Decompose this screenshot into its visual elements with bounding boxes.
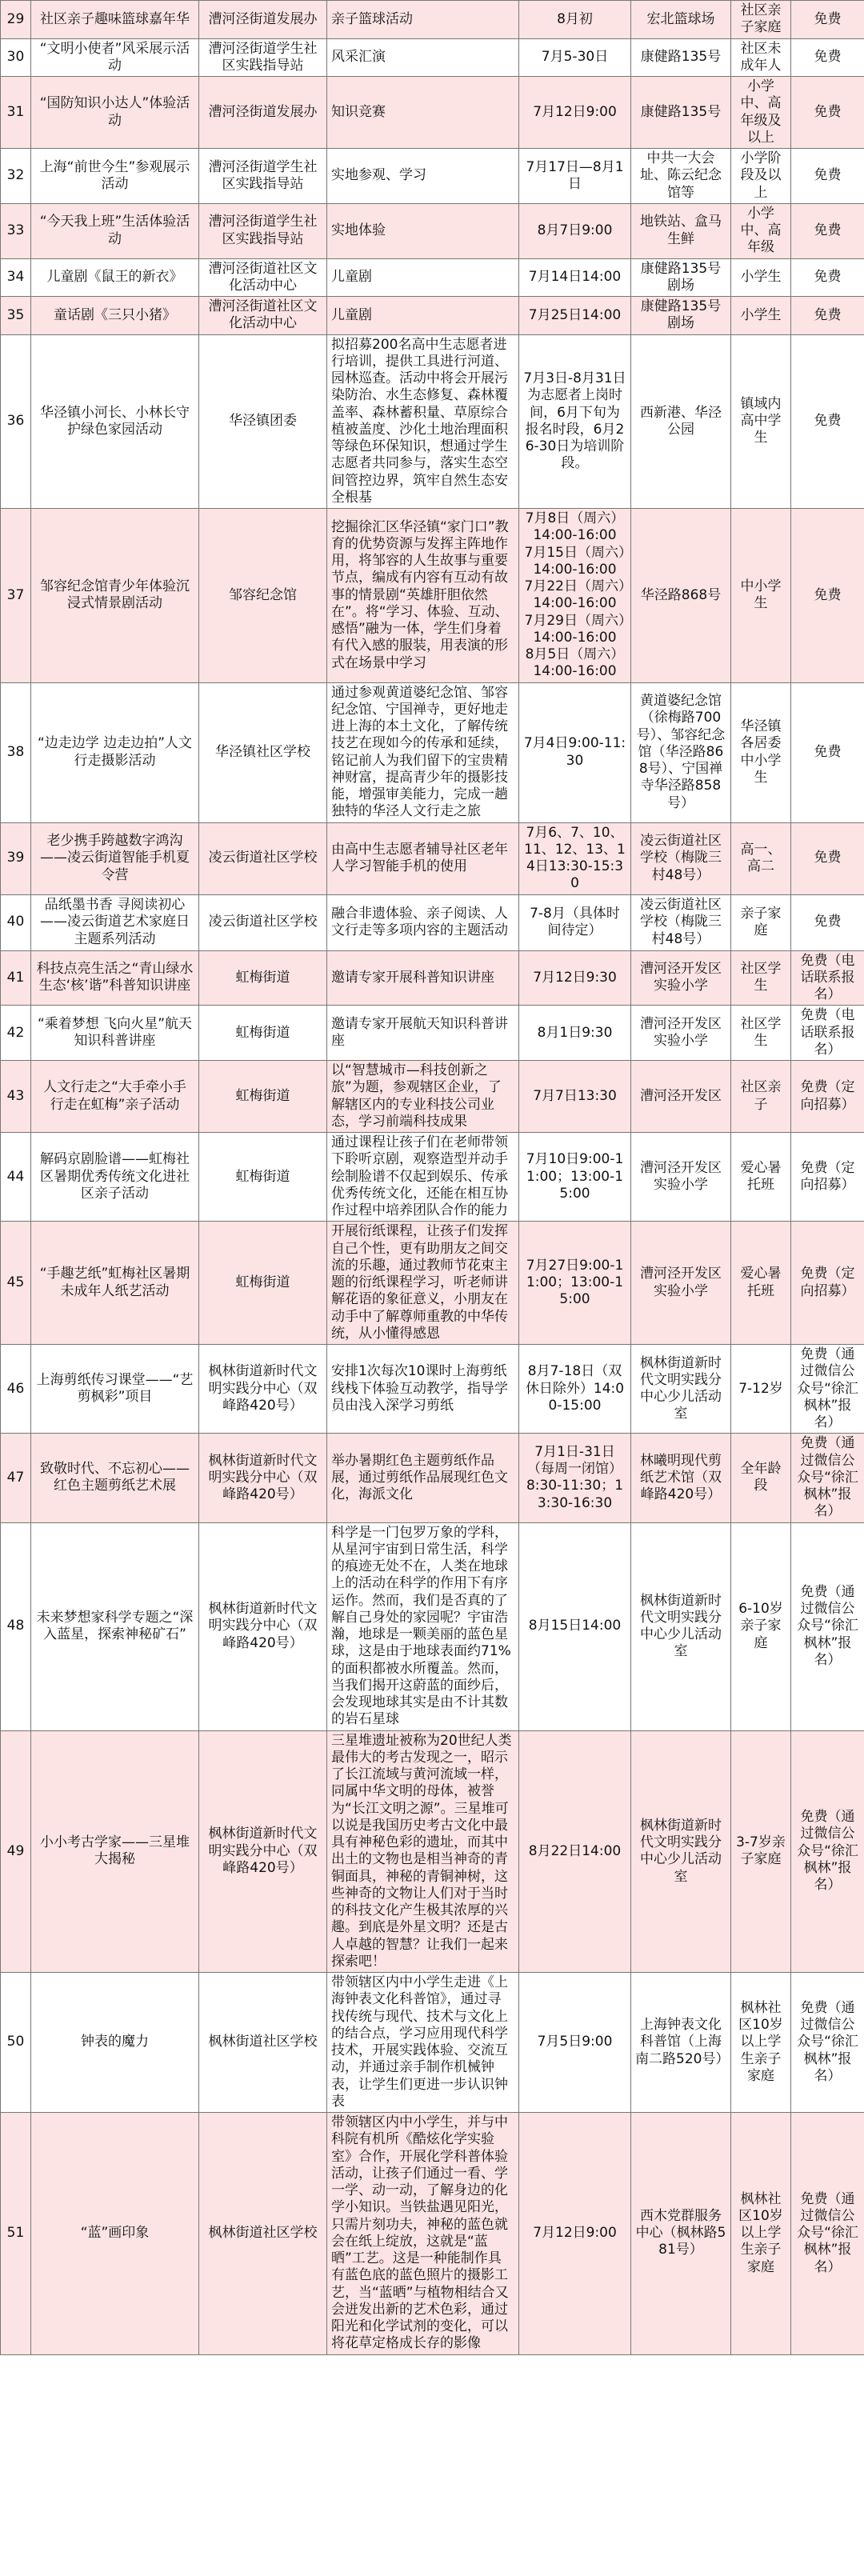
- table-row: [1, 258, 864, 297]
- activity-time-cell: 8月初: [519, 1, 631, 39]
- activity-name-cell: “文明小使者”风采展示活动: [31, 38, 199, 77]
- activity-content-cell: 知识竞赛: [327, 77, 519, 149]
- activity-name-cell: 儿童剧《鼠王的新衣》: [31, 258, 199, 297]
- activity-place-cell: 地铁站、盒马生鲜: [631, 203, 731, 258]
- organizer-cell: 漕河泾街道学生社区实践指导站: [199, 38, 327, 77]
- organizer-cell: 凌云街道社区学校: [199, 822, 327, 894]
- activity-time-cell: 8月7日9:00: [519, 203, 631, 258]
- row-number-cell: 48: [1, 1522, 31, 1730]
- activity-place-cell: 康健路135号剧场: [631, 297, 731, 335]
- row-number-cell: 51: [1, 2113, 31, 2355]
- activity-name-cell: 上海“前世今生”参观展示活动: [31, 149, 199, 204]
- activity-content-cell: 儿童剧: [327, 258, 519, 297]
- activity-content-cell: 通过课程让孩子们在老师带领下聆听京剧，观察造型并动手绘制脸谱不仅起到娱乐、传承优秀传统文化，还能在相互协作过程中培养团队合作的能力: [327, 1133, 519, 1222]
- table-row: [1, 1522, 864, 1730]
- organizer-cell: 虹梅街道: [199, 1133, 327, 1222]
- activity-place-cell: 凌云街道社区学校（梅陇三村48号）: [631, 894, 731, 950]
- table-row: [1, 1434, 864, 1522]
- organizer-cell: 枫林街道新时代文明实践分中心（双峰路420号）: [199, 1730, 327, 1973]
- organizer-cell: 华泾镇团委: [199, 334, 327, 509]
- activity-content-cell: 风采汇演: [327, 38, 519, 77]
- row-number-cell: 39: [1, 822, 31, 894]
- activity-time-cell: 7月14日14:00: [519, 258, 631, 297]
- row-number-cell: 37: [1, 509, 31, 683]
- activity-content-cell: 通过参观黄道婆纪念馆、邹容纪念馆、宁国禅寺，更好地走进上海的本土文化，了解传统技艺在现如今的传承和延续，铭记前人为我们留下的宝贵精神财富，提高青少年的摄影技能，增强审美能力，完成一趟独特的华泾人文行走之旅: [327, 682, 519, 822]
- organizer-cell: 虹梅街道: [199, 950, 327, 1006]
- activity-place-cell: 中共一大会址、陈云纪念馆等: [631, 149, 731, 204]
- table-row: [1, 1061, 864, 1133]
- row-number-cell: 31: [1, 77, 31, 149]
- fee-cell: 免费（通过微信公众号“徐汇枫林”报名）: [791, 1522, 864, 1730]
- activity-content-cell: 儿童剧: [327, 297, 519, 335]
- organizer-cell: 漕河泾街道发展办: [199, 77, 327, 149]
- organizer-cell: 漕河泾街道学生社区实践指导站: [199, 149, 327, 204]
- activity-time-cell: 7月3日-8月31日为志愿者上岗时间，6月下旬为报名时段，6月26-30日为培训阶段。: [519, 334, 631, 509]
- target-audience-cell: 镇域内高中学生: [731, 334, 791, 509]
- activity-name-cell: 小小考古学家——三星堆大揭秘: [31, 1730, 199, 1973]
- activity-place-cell: 西新港、华泾公园: [631, 334, 731, 509]
- fee-cell: 免费: [791, 509, 864, 683]
- table-row: [1, 950, 864, 1006]
- activity-place-cell: 漕河泾开发区实验小学: [631, 1006, 731, 1061]
- activity-time-cell: 7月12日9:00: [519, 77, 631, 149]
- fee-cell: 免费: [791, 258, 864, 297]
- activity-name-cell: 社区亲子趣味篮球嘉年华: [31, 1, 199, 39]
- activity-content-cell: 邀请专家开展科普知识讲座: [327, 950, 519, 1006]
- activity-name-cell: “乘着梦想 飞向火星”航天知识科普讲座: [31, 1006, 199, 1061]
- activity-place-cell: 漕河泾开发区实验小学: [631, 1222, 731, 1345]
- fee-cell: 免费: [791, 822, 864, 894]
- target-audience-cell: 爱心暑托班: [731, 1133, 791, 1222]
- activity-content-cell: 亲子篮球活动: [327, 1, 519, 39]
- activity-time-cell: 7月5-30日: [519, 38, 631, 77]
- activity-content-cell: 融合非遗体验、亲子阅读、人文行走等多项内容的主题活动: [327, 894, 519, 950]
- fee-cell: 免费（通过微信公众号“徐汇枫林”报名）: [791, 1730, 864, 1973]
- target-audience-cell: 6-10岁亲子家庭: [731, 1522, 791, 1730]
- activity-place-cell: 漕河泾开发区实验小学: [631, 950, 731, 1006]
- fee-cell: 免费（电话联系报名）: [791, 1006, 864, 1061]
- activity-name-cell: 邹容纪念馆青少年体验沉浸式情景剧活动: [31, 509, 199, 683]
- row-number-cell: 38: [1, 682, 31, 822]
- row-number-cell: 41: [1, 950, 31, 1006]
- fee-cell: 免费（电话联系报名）: [791, 950, 864, 1006]
- activity-place-cell: 康健路135号: [631, 77, 731, 149]
- table-row: [1, 1, 864, 39]
- organizer-cell: 漕河泾街道发展办: [199, 1, 327, 39]
- organizer-cell: 枫林街道新时代文明实践分中心（双峰路420号）: [199, 1345, 327, 1434]
- activity-time-cell: 7月27日9:00-11:00；13:00-15:00: [519, 1222, 631, 1345]
- table-row: [1, 334, 864, 509]
- activity-time-cell: 7月8日（周六）14:00-16:00 7月15日（周六）14:00-16:00 7月22日（周六）14:00-16:00 7月29日（周六）14:00-16:00 8月5日（周六）14:00-16:00: [519, 509, 631, 683]
- target-audience-cell: 社区亲子: [731, 1061, 791, 1133]
- activity-name-cell: 上海剪纸传习课堂——“艺剪枫彩”项目: [31, 1345, 199, 1434]
- organizer-cell: 漕河泾街道学生社区实践指导站: [199, 203, 327, 258]
- row-number-cell: 33: [1, 203, 31, 258]
- fee-cell: 免费: [791, 297, 864, 335]
- fee-cell: 免费（定向招募）: [791, 1061, 864, 1133]
- activity-name-cell: “手趣艺纸”虹梅社区暑期未成年人纸艺活动: [31, 1222, 199, 1345]
- table-row: [1, 1006, 864, 1061]
- activity-name-cell: 华泾镇小河长、小林长守护绿色家园活动: [31, 334, 199, 509]
- activity-name-cell: 钟表的魔力: [31, 1973, 199, 2113]
- target-audience-cell: 中小学生: [731, 509, 791, 683]
- row-number-cell: 35: [1, 297, 31, 335]
- target-audience-cell: 3-7岁亲子家庭: [731, 1730, 791, 1973]
- activity-content-cell: 以“智慧城市—科技创新之旅”为题，参观辖区企业，了解辖区内的专业科技公司业态，学习前端科技成果: [327, 1061, 519, 1133]
- activity-place-cell: 凌云街道社区学校（梅陇三村48号）: [631, 822, 731, 894]
- activity-time-cell: 7月12日9:30: [519, 950, 631, 1006]
- row-number-cell: 34: [1, 258, 31, 297]
- target-audience-cell: 小学阶段及以上: [731, 149, 791, 204]
- table-row: [1, 822, 864, 894]
- fee-cell: 免费: [791, 894, 864, 950]
- table-row: [1, 682, 864, 822]
- activity-content-cell: 拟招募200名高中生志愿者进行培训，提供工具进行河道、园林巡查。活动中将会开展污染防治、水生态修复、森林覆盖率、森林蓄积量、草原综合植被盖度、沙化土地治理面积等绿色环保知识，想通过学生志愿者共同参与，落实生态空间管控边界，筑牢自然生态安全根基: [327, 334, 519, 509]
- activity-place-cell: 黄道婆纪念馆（徐梅路700号）、邹容纪念馆（华泾路868号）、宁国禅寺华泾路858号）: [631, 682, 731, 822]
- table-row: [1, 38, 864, 77]
- row-number-cell: 30: [1, 38, 31, 77]
- target-audience-cell: 高一、高二: [731, 822, 791, 894]
- activity-name-cell: 致敬时代、不忘初心——红色主题剪纸艺术展: [31, 1434, 199, 1522]
- activity-place-cell: 枫林街道新时代文明实践分中心少儿活动室: [631, 1345, 731, 1434]
- row-number-cell: 29: [1, 1, 31, 39]
- activity-place-cell: 漕河泾开发区实验小学: [631, 1133, 731, 1222]
- organizer-cell: 枫林街道新时代文明实践分中心（双峰路420号）: [199, 1434, 327, 1522]
- organizer-cell: 漕河泾街道社区文化活动中心: [199, 258, 327, 297]
- activity-time-cell: 7月10日9:00-11:00；13:00-15:00: [519, 1133, 631, 1222]
- fee-cell: 免费（定向招募）: [791, 1133, 864, 1222]
- target-audience-cell: 社区亲子家庭: [731, 1, 791, 39]
- target-audience-cell: 亲子家庭: [731, 894, 791, 950]
- activity-name-cell: 童话剧《三只小猪》: [31, 297, 199, 335]
- activity-name-cell: “今天我上班”生活体验活动: [31, 203, 199, 258]
- row-number-cell: 45: [1, 1222, 31, 1345]
- activity-place-cell: 康健路135号: [631, 38, 731, 77]
- activity-place-cell: 华泾路868号: [631, 509, 731, 683]
- table-row: [1, 1222, 864, 1345]
- table-row: [1, 1345, 864, 1434]
- activity-time-cell: 7月6、7、10、11、12、13、14日13:30-15:30: [519, 822, 631, 894]
- row-number-cell: 47: [1, 1434, 31, 1522]
- target-audience-cell: 7-12岁: [731, 1345, 791, 1434]
- fee-cell: 免费: [791, 77, 864, 149]
- organizer-cell: 枫林街道社区学校: [199, 2113, 327, 2355]
- row-number-cell: 32: [1, 149, 31, 204]
- fee-cell: 免费（通过微信公众号“徐汇枫林”报名）: [791, 2113, 864, 2355]
- row-number-cell: 49: [1, 1730, 31, 1973]
- activity-content-cell: 实地参观、学习: [327, 149, 519, 204]
- activity-name-cell: 未来梦想家科学专题之“深入蓝星，探索神秘矿石”: [31, 1522, 199, 1730]
- fee-cell: 免费: [791, 149, 864, 204]
- activity-name-cell: “国防知识小达人”体验活动: [31, 77, 199, 149]
- activity-time-cell: 8月1日9:30: [519, 1006, 631, 1061]
- table-row: [1, 77, 864, 149]
- activity-name-cell: “蓝”画印象: [31, 2113, 199, 2355]
- activity-content-cell: 由高中生志愿者辅导社区老年人学习智能手机的使用: [327, 822, 519, 894]
- table-row: [1, 1133, 864, 1222]
- activity-time-cell: 7月5日9:00: [519, 1973, 631, 2113]
- activity-time-cell: 7月1日-31日（每周一闭馆）8:30-11:30；13:30-16:30: [519, 1434, 631, 1522]
- target-audience-cell: 枫林社区10岁以上学生亲子家庭: [731, 2113, 791, 2355]
- target-audience-cell: 小学中、高年级: [731, 203, 791, 258]
- activity-name-cell: 解码京剧脸谱——虹梅社区暑期优秀传统文化进社区亲子活动: [31, 1133, 199, 1222]
- target-audience-cell: 社区未成年人: [731, 38, 791, 77]
- activity-place-cell: 林曦明现代剪纸艺术馆（双峰路420号）: [631, 1434, 731, 1522]
- organizer-cell: 虹梅街道: [199, 1222, 327, 1345]
- table-row: [1, 1730, 864, 1973]
- activity-content-cell: 挖掘徐汇区华泾镇“家门口”教育的优势资源与发挥主阵地作用，将邹容的人生故事与重要节点，编成有内容有互动有故事的情景剧“英雄肝胆依然在”。将“学习、体验、互动、感悟”融为一体，学生们身着有代入感的服装，用表演的形式在场景中学习: [327, 509, 519, 683]
- table-row: [1, 1973, 864, 2113]
- activity-time-cell: 7月25日14:00: [519, 297, 631, 335]
- row-number-cell: 40: [1, 894, 31, 950]
- activity-content-cell: 邀请专家开展航天知识科普讲座: [327, 1006, 519, 1061]
- organizer-cell: 虹梅街道: [199, 1006, 327, 1061]
- fee-cell: 免费（定向招募）: [791, 1222, 864, 1345]
- table-row: [1, 149, 864, 204]
- organizer-cell: 凌云街道社区学校: [199, 894, 327, 950]
- fee-cell: 免费: [791, 334, 864, 509]
- target-audience-cell: 社区学生: [731, 950, 791, 1006]
- activity-name-cell: 科技点亮生活之“青山绿水 生态‘核’谐”科普知识讲座: [31, 950, 199, 1006]
- activity-content-cell: 安排1次每次10课时上海剪纸线栈下体验互动教学，指导学员由浅入深学习剪纸: [327, 1345, 519, 1434]
- fee-cell: 免费: [791, 203, 864, 258]
- row-number-cell: 36: [1, 334, 31, 509]
- target-audience-cell: 社区学生: [731, 1006, 791, 1061]
- row-number-cell: 42: [1, 1006, 31, 1061]
- target-audience-cell: 全年龄段: [731, 1434, 791, 1522]
- row-number-cell: 50: [1, 1973, 31, 2113]
- target-audience-cell: 枫林社区10岁以上学生亲子家庭: [731, 1973, 791, 2113]
- row-number-cell: 46: [1, 1345, 31, 1434]
- activity-time-cell: 7月7日13:30: [519, 1061, 631, 1133]
- activity-place-cell: 康健路135号剧场: [631, 258, 731, 297]
- activity-name-cell: 人文行走之“大手牵小手 行走在虹梅”亲子活动: [31, 1061, 199, 1133]
- fee-cell: 免费: [791, 682, 864, 822]
- table-row: [1, 2113, 864, 2355]
- table-row: [1, 297, 864, 335]
- organizer-cell: 华泾镇社区学校: [199, 682, 327, 822]
- row-number-cell: 44: [1, 1133, 31, 1222]
- table-row: [1, 894, 864, 950]
- activity-content-cell: 科学是一门包罗万象的学科，从星河宇宙到日常生活，科学的痕迹无处不在，人类在地球上的活动在科学的作用下有序运作。然而，我们是否真的了解自己身处的家园呢？宇宙浩瀚，地球是一颗美丽的蓝色星球，这是由于地球表面约71%的面积都被水所覆盖。然而，当我们揭开这蔚蓝的面纱后，会发现地球其实是由不计其数的岩石星球: [327, 1522, 519, 1730]
- activity-content-cell: 举办暑期红色主题剪纸作品展，通过剪纸作品展现红色文化，海派文化: [327, 1434, 519, 1522]
- organizer-cell: 虹梅街道: [199, 1061, 327, 1133]
- activity-time-cell: 7月12日9:00: [519, 2113, 631, 2355]
- activity-content-cell: 实地体验: [327, 203, 519, 258]
- activity-time-cell: 8月7-18日（双休日除外）14:00-15:00: [519, 1345, 631, 1434]
- fee-cell: 免费（通过微信公众号“徐汇枫林”报名）: [791, 1434, 864, 1522]
- fee-cell: 免费: [791, 38, 864, 77]
- activity-content-cell: 开展衍纸课程，让孩子们发挥自己个性，更有助朋友之间交流的乐趣，通过教师节花束主题的衍纸课程学习，听老师讲解花语的象征意义，小朋友在动手中了解尊师重教的中华传统，从小懂得感恩: [327, 1222, 519, 1345]
- activity-place-cell: 上海钟表文化科普馆（上海南二路520号）: [631, 1973, 731, 2113]
- activity-content-cell: 带领辖区内中小学生走进《上海钟表文化科普馆》，通过寻找传统与现代、技术与文化上的结合点，学习应用现代科学技术，开展实践体验、交流互动，并通过亲手制作机械钟表，让学生们更进一步认识钟表: [327, 1973, 519, 2113]
- activity-time-cell: 8月22日14:00: [519, 1730, 631, 1973]
- target-audience-cell: 小学中、高年级及以上: [731, 77, 791, 149]
- row-number-cell: 43: [1, 1061, 31, 1133]
- table-row: [1, 509, 864, 683]
- fee-cell: 免费: [791, 1, 864, 39]
- activity-place-cell: 枫林街道新时代文明实践分中心少儿活动室: [631, 1730, 731, 1973]
- activity-name-cell: 品纸墨书香 寻阅读初心——凌云街道艺术家庭日主题系列活动: [31, 894, 199, 950]
- fee-cell: 免费（通过微信公众号“徐汇枫林”报名）: [791, 1345, 864, 1434]
- organizer-cell: 枫林街道社区学校: [199, 1973, 327, 2113]
- activity-place-cell: 宏北篮球场: [631, 1, 731, 39]
- activity-place-cell: 枫林街道新时代文明实践分中心少儿活动室: [631, 1522, 731, 1730]
- organizer-cell: 邹容纪念馆: [199, 509, 327, 683]
- activity-name-cell: “边走边学 边走边拍”人文行走摄影活动: [31, 682, 199, 822]
- target-audience-cell: 爱心暑托班: [731, 1222, 791, 1345]
- table-row: [1, 203, 864, 258]
- activity-time-cell: 7月4日9:00-11:30: [519, 682, 631, 822]
- activity-content-cell: 三星堆遗址被称为20世纪人类最伟大的考古发现之一，昭示了长江流域与黄河流域一样，同属中华文明的母体，被誉为“长江文明之源”。三星堆可以说是我国历史考古文化中最具有神秘色彩的遗址，而其中出土的文物也是相当神奇的青铜面具，神秘的青铜神树，这些神奇的文物让人们对于当时的科技文化产生极其浓厚的兴趣。到底是外星文明？还是古人卓越的智慧？让我们一起来探索吧！: [327, 1730, 519, 1973]
- organizer-cell: 漕河泾街道社区文化活动中心: [199, 297, 327, 335]
- activity-time-cell: 7-8月（具体时间待定）: [519, 894, 631, 950]
- activity-place-cell: 漕河泾开发区: [631, 1061, 731, 1133]
- activity-place-cell: 西木党群服务中心（枫林路581号）: [631, 2113, 731, 2355]
- target-audience-cell: 小学生: [731, 258, 791, 297]
- target-audience-cell: 小学生: [731, 297, 791, 335]
- activity-time-cell: 8月15日14:00: [519, 1522, 631, 1730]
- activity-time-cell: 7月17日—8月1日: [519, 149, 631, 204]
- target-audience-cell: 华泾镇各居委中小学生: [731, 682, 791, 822]
- activity-content-cell: 带领辖区内中小学生，并与中科院有机所《酷炫化学实验室》合作，开展化学科普体验活动，让孩子们通过一看、学一学、动一动，了解身边的化学小知识。当铁盐遇见阳光，只需片刻功夫，神秘的蓝色就会在纸上绽放，这就是“蓝晒”工艺。这是一种能制作具有蓝色底的蓝色照片的摄影工艺，当“蓝晒”与植物相结合又会迸发出新的艺术色彩，通过阳光和化学试剂的变化，可以将花草定格成长存的影像: [327, 2113, 519, 2355]
- organizer-cell: 枫林街道新时代文明实践分中心（双峰路420号）: [199, 1522, 327, 1730]
- activity-name-cell: 老少携手跨越数字鸿沟——凌云街道智能手机夏令营: [31, 822, 199, 894]
- fee-cell: 免费（通过微信公众号“徐汇枫林”报名）: [791, 1973, 864, 2113]
- events-table-body: [1, 1, 864, 2355]
